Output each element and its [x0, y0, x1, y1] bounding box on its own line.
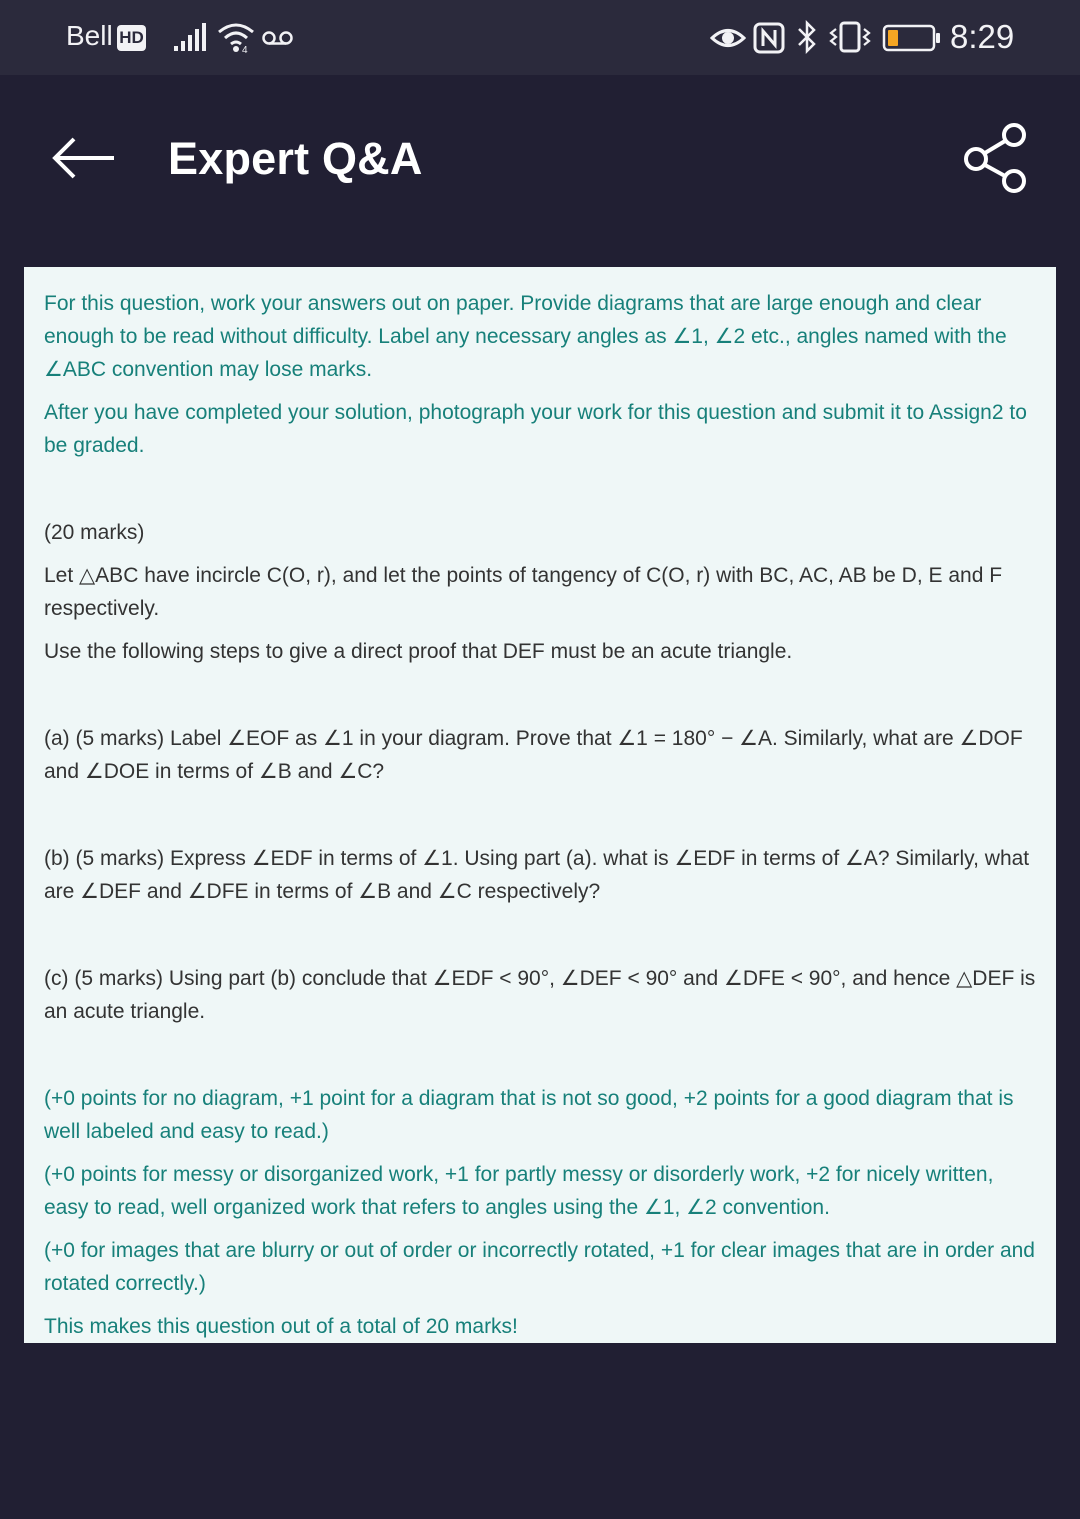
share-button[interactable] — [960, 119, 1036, 201]
wifi-icon — [216, 22, 256, 54]
app-bar — [0, 75, 1080, 242]
part-a: (a) (5 marks) Label ∠EOF as ∠1 in your diagram. Prove that ∠1 = 180° − ∠A. Similarly, what are ∠DOF and ∠DOE in terms of ∠B and ∠C? — [44, 727, 1023, 783]
problem-instruction: Use the following steps to give a direct proof that DEF must be an acute triangle. — [44, 640, 793, 663]
bluetooth-icon — [795, 20, 819, 54]
rubric-total: This makes this question out of a total of 20 marks! — [44, 1315, 518, 1338]
rubric-diagram: (+0 points for no diagram, +1 point for a diagram that is not so good, +2 points for a good diagram that is well labeled and easy to read.) — [44, 1087, 1014, 1143]
hd-badge: HD — [117, 25, 146, 51]
signal-icon — [172, 22, 208, 52]
back-button[interactable] — [50, 133, 120, 183]
carrier-name: Bell — [66, 20, 113, 51]
intro-paragraph: For this question, work your answers out on paper. Provide diagrams that are large enough and clear enough to be read without difficulty. Label any necessary angles as ∠1, ∠2 etc., angles named with the ∠ABC convention may lose marks. — [44, 292, 1007, 381]
status-time: 8:29 — [950, 18, 1015, 55]
question-card — [24, 267, 1056, 1343]
eye-icon — [710, 26, 746, 50]
marks-label: (20 marks) — [44, 521, 145, 544]
arrow-left-icon — [50, 133, 120, 183]
nfc-icon — [753, 22, 785, 54]
rubric-images: (+0 for images that are blurry or out of order or incorrectly rotated, +1 for clear images that are in order and rotated correctly.) — [44, 1239, 1035, 1295]
page-title: Expert Q&A — [168, 133, 423, 184]
voicemail-icon — [262, 30, 294, 46]
submission-instructions: After you have completed your solution, photograph your work for this question and submit it to Assign2 to be graded. — [44, 401, 1027, 457]
share-icon — [960, 119, 1036, 201]
problem-statement: Let △ABC have incircle C(O, r), and let the points of tangency of C(O, r) with BC, AC, AB be D, E and F respectively. — [44, 564, 1003, 620]
svg-text:4: 4 — [242, 45, 248, 54]
part-b: (b) (5 marks) Express ∠EDF in terms of ∠1. Using part (a). what is ∠EDF in terms of ∠A? Similarly, what are ∠DEF and ∠DFE in terms of ∠B and ∠C respectively? — [44, 847, 1030, 903]
rubric-organization: (+0 points for messy or disorganized work, +1 for partly messy or disorderly work, +2 for nicely written, easy to read, well organized work that refers to angles using the ∠1, ∠2 convention. — [44, 1163, 994, 1219]
battery-icon — [882, 24, 942, 52]
vibrate-icon — [828, 20, 872, 54]
part-c: (c) (5 marks) Using part (b) conclude that ∠EDF < 90°, ∠DEF < 90° and ∠DFE < 90°, and hence △DEF is an acute triangle. — [44, 967, 1036, 1023]
status-bar — [0, 0, 1080, 75]
